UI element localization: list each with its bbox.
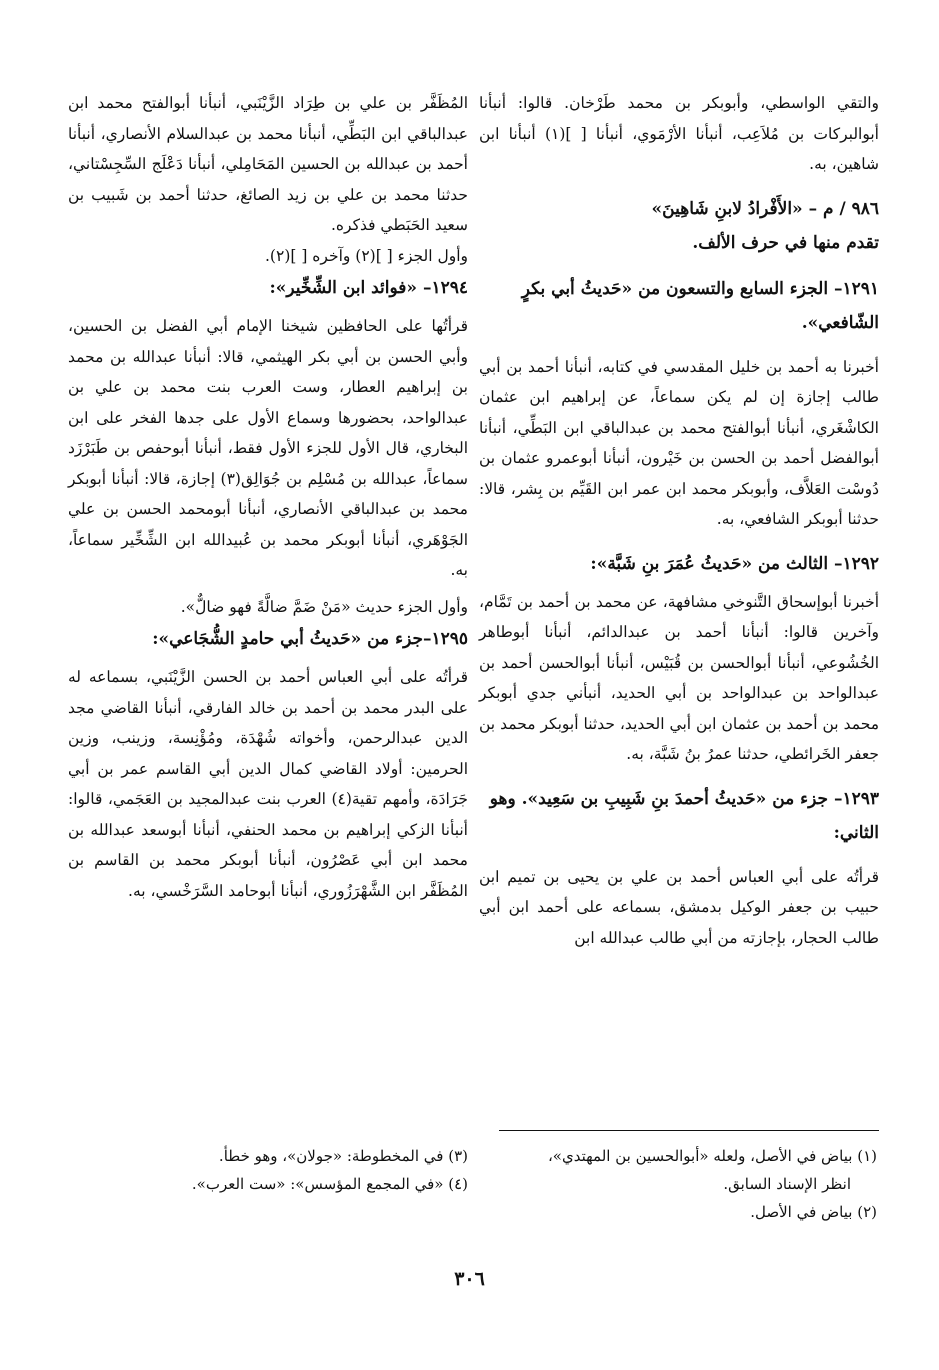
paragraph-1292: أخبرنا أبوإسحاق التَّنوخي مشافهة، عن محمد بن أحمد بن تَمَّام، وآخرين قالوا: أنبأنا أحمد بن عبدالدائم، أنبأنا أبوطاهر الخُشُوعي، أنبأنا أبوالحسن بن قُبَيْس، أنبأنا أبوالحسن أحمد بن عبدالواحد بن عبدالواحد بن أبي الحديد، أنبأني جدي أبوبكر محمد بن أحمد بن عثمان ابن أبي الحديد، حدثنا أبوبكر محمد بن جعفر الخَرائطي، حدثنا عمرُ بنُ شَبَّة، به. xyxy=(479,592,879,763)
paragraph-1291: أخبرنا به أحمد بن خليل المقدسي في كتابه، أنبأنا أحمد بن أبي طالب إجازة إن لم يكن سماعاً، عن إبراهيم ابن عثمان الكاشْغَري، أنبأنا أبوالفتح محمد بن عبدالباقي ابن البَطِّي، أنبأنا أبوالفضل أحمد بن الحسن بن خَيْرون، أنبأنا أبوعمرو عثمان بن دُوسْت العَلاَّف، وأبوبكر محمد ابن عمر ابن القَيِّم بن بِشر، قالا: حدثنا أبوبكر الشافعي، به. xyxy=(479,357,879,528)
paragraph-part-bounds: وأول الجزء [ ](٢) وآخره [ ](٢). xyxy=(265,246,468,265)
page-number: ٣٠٦ xyxy=(454,1268,485,1290)
left-column xyxy=(68,88,468,906)
paragraph-1295: قرأتُه على أبي العباس أحمد بن الحسن الزَّيْنَبي، بسماعه له على البدر محمد بن أحمد بن خالد الفارقي، أنبأنا القاضي مجد الدين عبدالرحمن، وأخواته شُهْدَة، ومُؤْنِسة، وزينب، وزين الحرمين: أولاد القاضي كمال الدين أبي القاسم عمر بن أبي جَرَادَة، وأمهم تقية(٤) العرب بنت عبدالمجيد بن العَجَمي، قالوا: أنبأنا الزكي إبراهيم بن محمد الحنفي، أنبأنا أبوسعد عبدالله بن محمد ابن أبي عَصْرُون، أنبأنا أبوبكر محمد بن القاسم بن المُظَفَّر ابن الشَّهْرَزُوري، أنبأنا أبوحامد السَّرَخْسي، به. xyxy=(68,668,468,900)
paragraph-continuation: المُظَفَّر بن علي بن طِرَاد الزَّيْنَبي، أنبأنا أبوالفتح محمد ابن عبدالباقي ابن البَطِّي، أنبأنا محمد بن عبدالسلام الأنصاري، أنبأنا أحمد بن عبدالله بن الحسين المَحَامِلي، أنبأنا دَعْلَج السِّجِسْتاني، حدثنا محمد بن علي بن زيد الصائغ، حدثنا أحمد بن شَبيب بن سعيد الحَبَطي فذكره. xyxy=(68,94,468,234)
paragraph-opening: والتقي الواسطي، وأبوبكر بن محمد طَرْخان. قالوا: أنبأنا أبوالبركات بن مُلاَعِب، أنبأنا الأرْمَوي، أنبأنا [ ](١) أنبأنا ابن شاهين، به. xyxy=(479,94,879,173)
paragraph-1294: قرأتُها على الحافظين شيخنا الإمام أبي الفضل بن الحسين، وأبي الحسن بن أبي بكر الهيثمي، قالا: أنبأنا عبدالله بن محمد بن إبراهيم العطار، وست العرب بنت محمد بن علي بن عبدالواحد، بحضورها وسماع الأول على جدها الفخر على ابن البخاري، قال الأول للجزء الأول فقط، أنبأنا أبوحفص بن طَبَرْزَد سماعاً، عبدالله بن مُسْلِم بن جُوَالِق(٣) إجازة، قالا: أنبأنا أبوبكر محمد بن عبدالباقي الأنصاري، أنبأنا أبومحمد الحسن بن علي الجَوْهَري، أنبأنا أبوبكر محمد بن عُبيدالله ابن الشِّخِّير سماعاً، به. xyxy=(68,317,468,579)
footnote-4: (٤) «في المجمع المؤسس»: «ست العرب». xyxy=(191,1175,468,1193)
heading-1295: ١٢٩٥–جزء من «حَديثُ أبي حامدٍ الشُّجَاعي»: xyxy=(152,629,468,649)
heading-986: ٩٨٦ / م – «الأَفْرادُ لابنِ شَاهِينَ» xyxy=(651,198,879,219)
heading-1294: ١٢٩٤– «فوائد ابن الشِّخِّير»: xyxy=(269,278,468,298)
paragraph-1293: قرأتُه على أبي العباس أحمد بن علي بن يحيى بن تميم ابن حبيب بن جعفر الوكيل بدمشق، بسماعه على أحمد ابن أبي طالب الحجار، بإجازته من أبي طالب عبدالله ابن xyxy=(479,867,879,947)
right-column xyxy=(479,88,879,953)
heading-1291: ١٢٩١– الجزء السابع والتسعون من «حَديثُ أبي بكرٍ الشّافعي». xyxy=(521,278,879,333)
footnote-2: (٢) بياض في الأصل. xyxy=(750,1203,877,1221)
heading-1293: ١٢٩٣– جزء من «حَديثُ أحمدَ بنِ شَبِيبِ بن سَعِيد». وهو الثاني: xyxy=(489,788,879,843)
heading-1292: ١٢٩٢– الثالث من «حَديثُ عُمَرَ بنِ شَبَّة»: xyxy=(590,553,879,574)
paragraph-1294-first-hadith: وأول الجزء حديث «مَنْ ضَمَّ ضالَّةً فهو ضالٌّ». xyxy=(180,597,468,616)
footnotes-right xyxy=(477,1142,877,1226)
footnote-1: (١) بياض في الأصل، ولعله «أبوالحسين بن المهتدي»، xyxy=(547,1147,877,1165)
footnotes-left xyxy=(68,1142,468,1198)
footnote-divider xyxy=(499,1130,879,1131)
footnote-3: (٣) في المخطوطة: «جولان»، وهو خطأ. xyxy=(218,1147,468,1165)
heading-986-subtitle: تقدم منها في حرف الألف. xyxy=(692,232,879,253)
footnote-1-continuation: انظر الإسناد السابق. xyxy=(723,1175,851,1193)
